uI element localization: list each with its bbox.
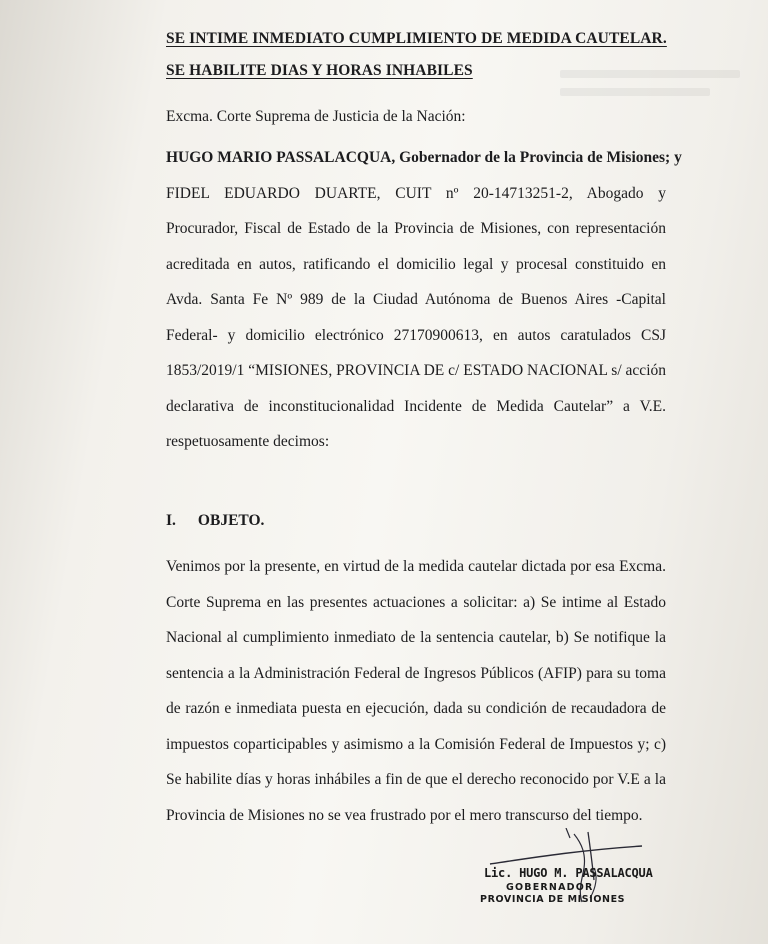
- intro-line: [166, 318, 666, 354]
- intro-line-text: Federal- y domicilio electrónico 27170900613, en autos caratulados CSJ: [166, 326, 666, 344]
- intro-line-text: declarativa de inconstitucionalidad Incidente de Medida Cautelar” a V.E.: [166, 397, 666, 415]
- body-line-text: Se habilite días y horas inhábiles a fin de que el derecho reconocido por V.E a la: [166, 771, 666, 788]
- section-title: OBJETO.: [197, 512, 265, 529]
- heading-enable-days: SE HABILITE DIAS Y HORAS INHABILES: [166, 62, 473, 79]
- body-line: [166, 620, 666, 656]
- intro-line: [166, 282, 666, 318]
- intro-paragraph: [166, 140, 682, 460]
- intro-line-text: 1853/2019/1 “MISIONES, PROVINCIA DE c/ ESTADO NACIONAL s/ acción: [166, 362, 666, 379]
- body-line: [166, 727, 666, 763]
- intro-line-text: Procurador, Fiscal de Estado de la Provincia de Misiones, con representación: [166, 220, 666, 237]
- intro-line-text: Avda. Santa Fe Nº 989 de la Ciudad Autónoma de Buenos Aires -Capital: [166, 291, 666, 308]
- body-line: [166, 549, 666, 585]
- intro-line-text: FIDEL EDUARDO DUARTE, CUIT nº 20-14713251-2, Abogado y: [166, 184, 666, 202]
- heading-intimation: SE INTIME INMEDIATO CUMPLIMIENTO DE MEDIDA CAUTELAR.: [166, 30, 667, 47]
- intro-line-text: respetuosamente decimos:: [166, 433, 330, 450]
- body-line-text: Venimos por la presente, en virtud de la medida cautelar dictada por esa Excma.: [166, 558, 666, 575]
- signer-province: PROVINCIA DE MISIONES: [480, 894, 626, 905]
- body-line-text: sentencia a la Administración Federal de Ingresos Públicos (AFIP) para su toma: [166, 664, 666, 682]
- body-line: [166, 691, 666, 727]
- body-line: [166, 656, 666, 692]
- signer-name: Lic. HUGO M. PASSALACQUA: [484, 866, 653, 880]
- object-paragraph: [166, 549, 666, 833]
- body-line-text: Corte Suprema en las presentes actuaciones a solicitar: a) Se intime al Estado: [166, 593, 666, 611]
- body-line-text: de razón e inmediata puesta en ejecución, dada su condición de recaudadora de: [166, 700, 666, 717]
- intro-line: [166, 176, 666, 212]
- intro-line: [166, 389, 666, 425]
- body-line: [166, 762, 666, 798]
- section-number: I.: [166, 512, 176, 529]
- intro-line: [166, 353, 666, 389]
- body-line: [166, 585, 666, 621]
- signature-block: [470, 828, 660, 908]
- body-line-text: Provincia de Misiones no se vea frustrado por el mero transcurso del tiempo.: [166, 806, 643, 824]
- intro-line-text: acreditada en autos, ratificando el domicilio legal y procesal constituido en: [166, 255, 666, 273]
- intro-line: [166, 211, 666, 247]
- intro-line: [166, 424, 666, 460]
- addressee: Excma. Corte Suprema de Justicia de la Nación:: [166, 108, 466, 125]
- section-heading: [166, 512, 264, 530]
- intro-line: [166, 140, 682, 176]
- intro-line-text: HUGO MARIO PASSALACQUA, Gobernador de la Provincia de Misiones; y: [166, 149, 682, 166]
- body-line-text: impuestos coparticipables y asimismo a la Comisión Federal de Impuestos y; c): [166, 735, 666, 753]
- signer-title: GOBERNADOR: [506, 882, 594, 893]
- intro-line: [166, 247, 666, 283]
- body-line-text: Nacional al cumplimiento inmediato de la sentencia cautelar, b) Se notifique la: [166, 629, 666, 646]
